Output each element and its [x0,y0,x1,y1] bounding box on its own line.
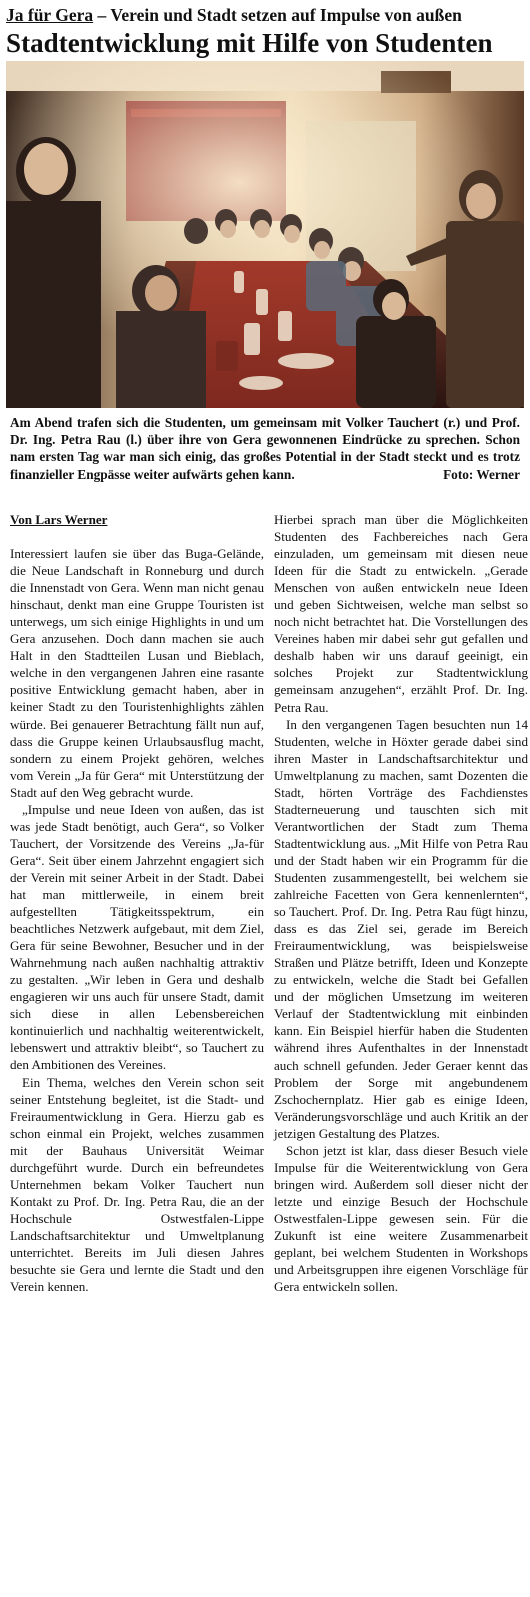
kicker-organization: Ja für Gera [6,5,94,25]
body-paragraph: Schon jetzt ist klar, dass dieser Besuch viele Impulse für die Weiterentwicklung von Gera bringen wird. Außerdem soll dieser nicht der letzte und einzige Besuch der Hochschule Ostwestfalen-Lippe gewesen sein. Für die Zukunft ist eine weitere Zusammenarbeit geplant, bei welchem Studenten in Workshops und Arbeitsgruppen ihre eigenen Vorschläge für Gera entwickeln sollen. [274,1142,528,1295]
body-paragraph: Interessiert laufen sie über das Buga-Gelände, die Neue Landschaft in Ronneburg und durch die Innenstadt von Gera. Wenn man nicht genau hinschaut, denkt man eine Gruppe Touristen ist unterwegs, um sich einige Highlights in und um Gera anzusehen. Doch dann machen sie auch Halt in den Stadtteilen Lusan und Bieblach, welche in den vergangenen Jahren eine rasante positive Entwicklung gemacht haben, aber in keiner Stadt zu den Touristenhighlights zählen würde. Bei genauerer Betrachtung fällt nun auf, dass die Gruppe keinen Urlaubsausflug macht, sondern zu einem Projekt gehören, welches vom Verein „Ja für Gera“ mit Unterstützung der Stadt auf den Weg gebracht wurde. [10,546,264,800]
body-paragraph: „Impulse und neue Ideen von außen, das ist was jede Stadt benötigt, auch Gera“, so Volker Tauchert, der Vorsitzende des Vereins „Ja-für Gera“. Seit über einem Jahrzehnt engagiert sich der Verein mit seiner Arbeit in der Stadt. Dabei hat man mittlerweile, in einem breit aufgestellten Tätigkeitsspektrum, ein beachtliches Netzwerk aufgebaut, mit dem Ziel, Gera für seine Bewohner, Besucher und in der Wahrnehmung nach außen nachhaltig attraktiv zu gestalten. „Wir leben in Gera und deshalb engagieren wir uns auch für unsere Stadt, damit sich diese in allen Lebensbereichen kontinuierlich und nachhaltig weiterentwickelt, lebenswert und attraktiv bleibt“, so Tauchert zu den Ambitionen des Vereines. [10,801,264,1073]
body-paragraph: In den vergangenen Tagen besuchten nun 14 Studenten, welche in Höxter gerade dabei sind ihren Master in Landschaftsarchitektur und Umweltplanung zu machen, samt Dozenten die Stadt, hörten Vorträge des Fachdienstes Stadterneuerung und tauschten sich mit Verantwortlichen der Stadt zum Thema Stadtentwicklung aus. „Mit Hilfe von Petra Rau und der Stadt haben wir ein Programm für die Studenten zusammengestellt, bei welchem sie zahlreiche Facetten von Gera kennenlernten“, so Tauchert. Prof. Dr. Ing. Petra Rau fügt hinzu, dass es das Ziel sei, gerade im Bereich Freiraumentwicklung, was beispielsweise Straßen und Plätze betrifft, Ideen und Konzepte zu entwickeln, welche die Stadt bei Gefallen und der möglichen Umsetzung im weiteren Verlauf der Stadtentwicklung mit einbinden kann. Ein Beispiel hierfür haben die Studenten während ihres Aufenthaltes in der Innenstadt auch schnell gefunden. Jeder Geraer kennt das Problem der Sorge mit angebundenem Zschochernplatz. Hier gab es einige Ideen, Veränderungsvorschläge und auch Kritik an der jetzigen Gestaltung des Platzes. [274,716,528,1141]
article-headline: Stadtentwicklung mit Hilfe von Studenten [6,28,493,58]
article-kicker [6,4,524,26]
photo-caption [6,414,524,483]
kicker-text: – Verein und Stadt setzen auf Impulse von außen [93,5,462,25]
caption-text: Am Abend trafen sich die Studenten, um gemeinsam mit Volker Tauchert (r.) und Prof. Dr. Ing. Petra Rau (l.) über ihre von Gera gewonnenen Eindrücke zu sprechen. Schon nam ersten Tag war man sich einig, das großes Potential in der Stadt steckt und es trotz finanzieller Engpässe weiter aufwärts gehen kann. [10,415,520,482]
article-body [6,511,528,1591]
body-paragraph: Hierbei sprach man über die Möglichkeiten Studenten des Fachbereiches nach Gera einzuladen, um gemeinsam mit diesen neue Ideen für die Stadt zu entwickeln. „Gerade Menschen von außen entwickeln neue Ideen und geben Sichtweisen, welche man selbst so noch nicht betrachtet hat. Die Vorstellungen des Vereines haben mir dabei sehr gut gefallen und deshalb haben wir uns darauf geeinigt, ein solches Projekt zur Stadtentwicklung gemeinsam anzugehen“, erzählt Prof. Dr. Ing. Petra Rau. [274,512,528,715]
photo-credit: Foto: Werner [443,466,520,482]
body-paragraph: Ein Thema, welches den Verein schon seit seiner Entstehung begleitet, ist die Stadt- und Freiraumentwicklung in Gera. Hierzu gab es schon einmal ein Projekt, welches zusammen mit der Bauhaus Universität Weimar durchgeführt wurde. Durch ein befreundetes Unternehmen bekam Volker Tauchert nun Kontakt zu Prof. Dr. Ing. Petra Rau, die an der Hochschule Ostwestfalen-Lippe Landschaftsarchitektur und Umweltplanung unterrichtet. Bereits im Juli diesen Jahres besuchte sie Gera und lernte die Stadt und den Verein kennen. [10,1074,264,1295]
article-column-right [274,511,528,1295]
article-byline: Von Lars Werner [10,512,108,527]
article-photo [6,61,524,408]
article-column-left [10,511,264,1295]
meeting-photo-illustration [6,61,524,408]
